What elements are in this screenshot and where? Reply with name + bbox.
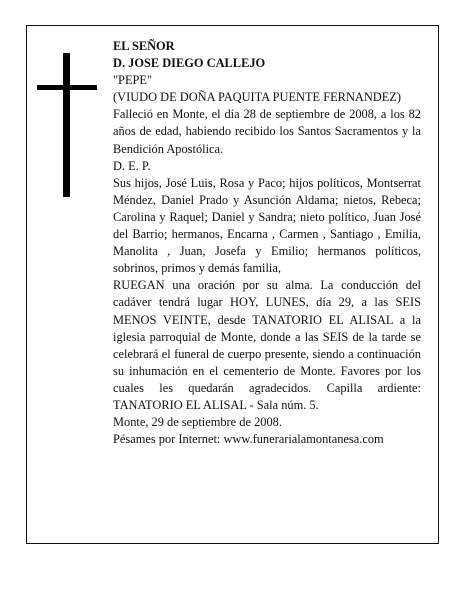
death-statement: Falleció en Monte, el día 28 de septiembre de 2008, a los 82 años de edad, habiendo recibido los Santos Sacramentos y la Bendición Apostólica.: [113, 107, 421, 156]
rip-abbreviation: D. E. P.: [113, 158, 151, 173]
nickname: "PEPE": [113, 73, 153, 88]
cross-icon: [37, 53, 97, 197]
deceased-name: D. JOSE DIEGO CALLEJO: [113, 56, 266, 71]
honorific: EL SEÑOR: [113, 39, 175, 53]
obituary-text: [113, 38, 421, 448]
condolences-line: Pésames por Internet: www.funerarialamontanesa.com: [113, 432, 384, 447]
cross-horizontal-bar: [37, 85, 97, 90]
widower-of: (VIUDO DE DOÑA PAQUITA PUENTE FERNANDEZ): [113, 90, 401, 105]
cross-vertical-bar: [63, 53, 70, 197]
place-date: Monte, 29 de septiembre de 2008.: [113, 415, 282, 430]
family-list: Sus hijos, José Luis, Rosa y Paco; hijos políticos, Montserrat Méndez, Daniel Prado y Asunción Aldama; nietos, Rebeca; Carolina y Raquel; Daniel y Sandra; nieto político, Juan José del Barrio; hermanos, Encarna , Carmen , Santiago , Emilia, Manolita , Juan, Josefa y Emilio; hermanos políticos, sobrinos, primos y demás familia,: [113, 175, 421, 276]
funeral-request: RUEGAN una oración por su alma. La conducción del cadáver tendrá lugar HOY, LUNES, día 29, a las SEIS MENOS VEINTE, desde TANATORIO EL ALISAL a la iglesia parroquial de Monte, donde a las SEIS de la tarde se celebrará el funeral de cuerpo presente, siendo a continuación su inhumación en el cementerio de Monte. Favores por los cuales les quedarán agradecidos. Capilla ardiente: TANATORIO EL ALISAL - Sala núm. 5.: [113, 278, 421, 412]
